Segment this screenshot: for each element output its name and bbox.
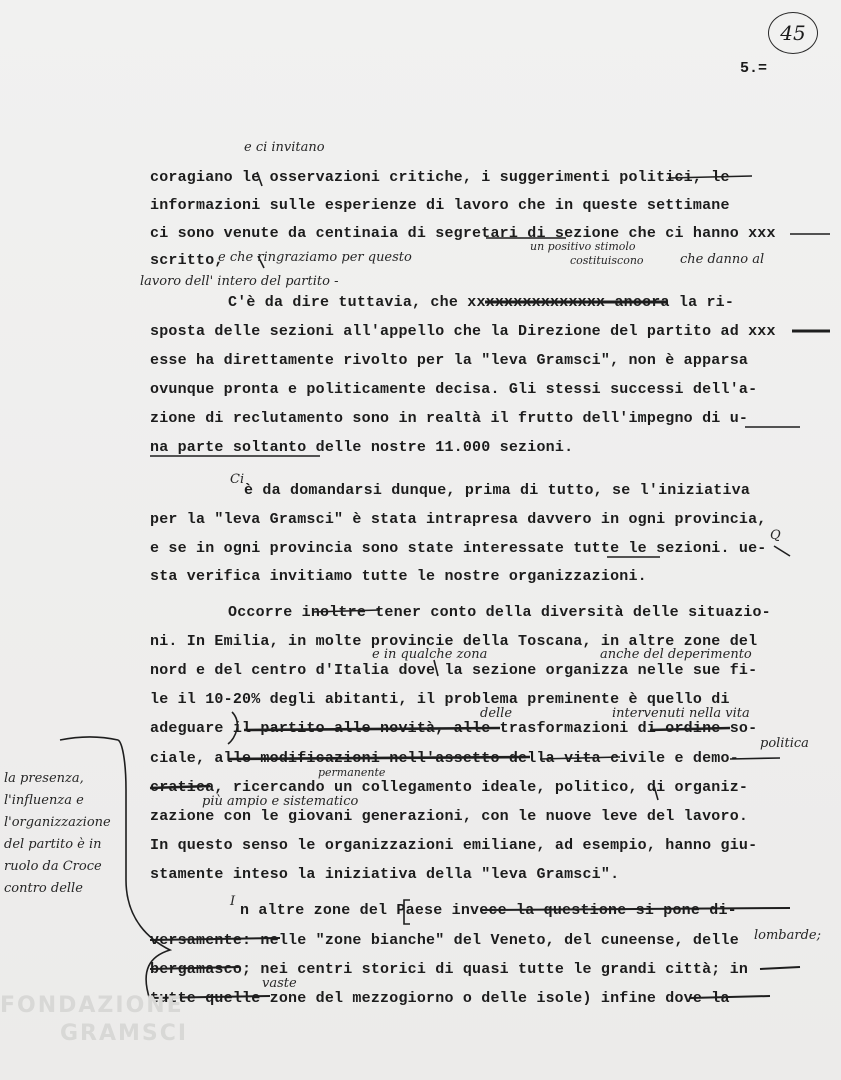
text-line: è da domandarsi dunque, prima di tutto, se l'iniziativa — [244, 482, 751, 499]
handwritten-insertion: intervenuti nella vita — [612, 706, 750, 721]
page-number: 5.= — [740, 60, 768, 77]
text-line: le il 10-20% degli abitanti, il problema preminente è quello di — [150, 691, 730, 708]
text-line: per la "leva Gramsci" è stata intrapresa davvero in ogni provincia, — [150, 511, 767, 528]
text-line: versamente: nelle "zone bianche" del Veneto, del cuneense, delle — [150, 932, 739, 949]
text-line: scritto, — [150, 252, 224, 269]
text-line: sta verifica invitiamo tutte le nostre organizzazioni. — [150, 568, 647, 585]
text-line: sposta delle sezioni all'appello che la Direzione del partito ad xxx — [150, 323, 776, 340]
handwritten-insertion: che danno al — [680, 252, 765, 267]
text-line: cratica, ricercando un collegamento ideale, politico, di organiz- — [150, 779, 749, 796]
text-line: C'è da dire tuttavia, che xxxxxxxxxxxxxxx ancora la ri- — [228, 294, 735, 311]
text-line: zazione con le giovani generazioni, con le nuove leve del lavoro. — [150, 808, 749, 825]
handwritten-insertion: e che ringraziamo per questo — [218, 250, 412, 265]
text-line: stamente inteso la iniziativa della "leva Gramsci". — [150, 866, 620, 883]
handwritten-insertion: un positivo stimolo — [530, 240, 636, 253]
handwritten-insertion: lavoro dell' intero del partito - — [140, 274, 339, 289]
text-line: ovunque pronta e politicamente decisa. Gli stessi successi dell'a- — [150, 381, 758, 398]
handwritten-letter: I — [230, 894, 236, 909]
text-line: coragiano le osservazioni critiche, i suggerimenti politici, le — [150, 169, 730, 186]
text-line: ni. In Emilia, in molte provincie della Toscana, in altre zone del — [150, 633, 758, 650]
handwritten-insertion: anche del deperimento — [600, 647, 752, 662]
text-line: In questo senso le organizzazioni emiliane, ad esempio, hanno giu- — [150, 837, 758, 854]
handwritten-insertion: costituiscono — [570, 254, 644, 267]
folio-text: 45 — [780, 21, 806, 45]
handwritten-insertion: politica — [760, 736, 809, 751]
text-line: nord e del centro d'Italia dove la sezione organizza nelle sue fi- — [150, 662, 758, 679]
watermark-line-1: FONDAZIONE — [0, 993, 184, 1018]
handwritten-insertion: più ampio e sistematico — [202, 794, 359, 809]
text-line: n altre zone del Paese invece la questione si pone di- — [240, 902, 737, 919]
text-line: ci sono venute da centinaia di segretari di sezione che ci hanno xxx — [150, 225, 776, 242]
text-line: na parte soltanto delle nostre 11.000 sezioni. — [150, 439, 574, 456]
text-line: Occorre inoltre tener conto della diversità delle situazio- — [228, 604, 771, 621]
handwritten-insertion: delle — [480, 706, 513, 721]
handwritten-insertion: permanente — [318, 766, 386, 779]
handwritten-insertion: lombarde; — [754, 928, 821, 943]
margin-handwritten-note: la presenza, l'influenza e l'organizzazione del partito è in ruolo da Croce contro delle — [4, 771, 111, 896]
text-line: zione di reclutamento sono in realtà il frutto dell'impegno di u- — [150, 410, 749, 427]
handwritten-letter: Q — [770, 528, 781, 543]
handwritten-insertion: e in qualche zona — [372, 647, 488, 662]
text-line: esse ha direttamente rivolto per la "leva Gramsci", non è apparsa — [150, 352, 749, 369]
text-line: adeguare il partito alle novità, alle trasformazioni di ordine so- — [150, 720, 758, 737]
handwritten-letter: Ci — [230, 472, 245, 487]
text-line: bergamasco; nei centri storici di quasi tutte le grandi città; in — [150, 961, 749, 978]
watermark-line-2: GRAMSCI — [60, 1021, 189, 1046]
text-line: informazioni sulle esperienze di lavoro che in queste settimane — [150, 197, 730, 214]
watermark-logo — [0, 992, 188, 1048]
text-line: tutte quelle zone del mezzogiorno o delle isole) infine dove la — [150, 990, 730, 1007]
handwritten-insertion: e ci invitano — [244, 140, 325, 155]
text-line: e se in ogni provincia sono state interessate tutte le sezioni. ue- — [150, 540, 767, 557]
handwritten-insertion: vaste — [262, 976, 297, 991]
text-line: ciale, alle modificazioni nell'assetto della vita civile e demo- — [150, 750, 739, 767]
